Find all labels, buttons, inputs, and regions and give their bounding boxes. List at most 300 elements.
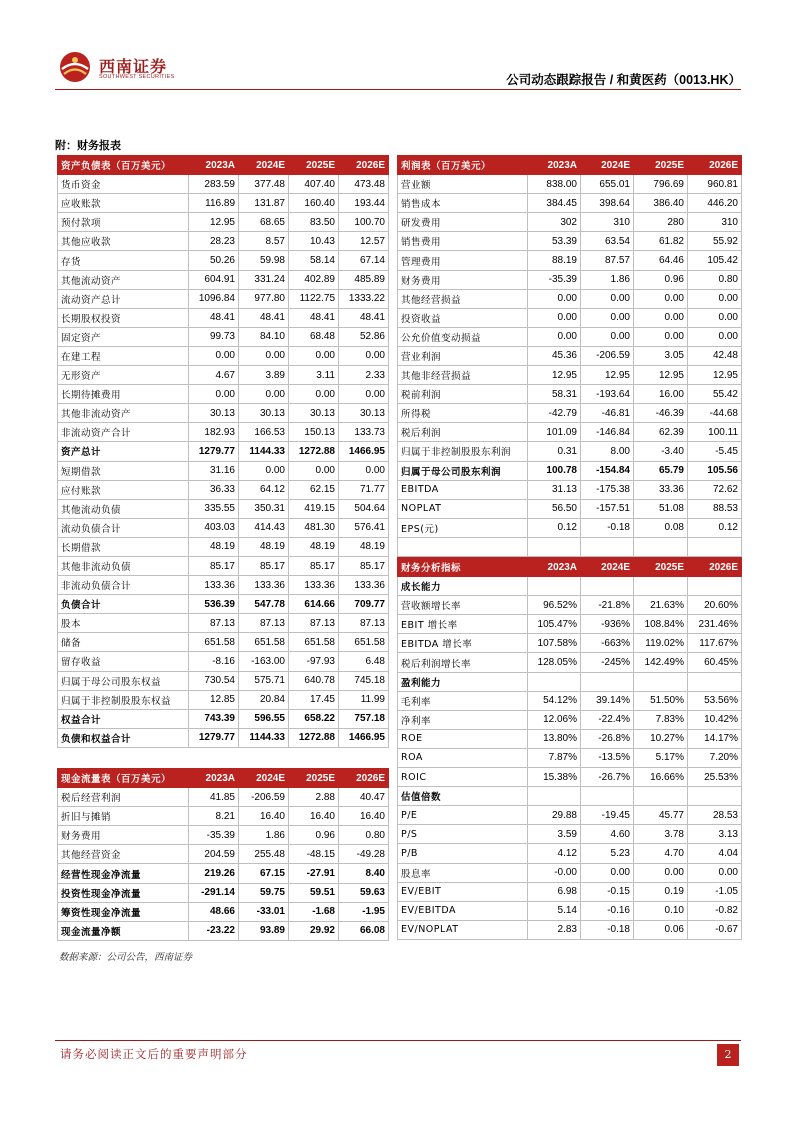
value-cell: 0.12 <box>688 518 742 537</box>
table-row <box>58 556 389 575</box>
table-row <box>58 652 389 671</box>
value-cell: 796.69 <box>634 175 688 194</box>
row-label: 留存收益 <box>58 652 189 671</box>
value-cell <box>581 787 634 806</box>
value-cell: 10.27% <box>634 729 688 748</box>
value-cell: 48.19 <box>189 537 239 556</box>
year-header-cell: 2023A <box>528 156 581 175</box>
value-cell: -26.8% <box>581 729 634 748</box>
value-cell: 283.59 <box>189 175 239 194</box>
value-cell: 16.66% <box>634 768 688 787</box>
value-cell: 100.11 <box>688 423 742 442</box>
value-cell: 2.83 <box>528 920 581 939</box>
value-cell: -5.45 <box>688 442 742 461</box>
value-cell: 60.45% <box>688 653 742 672</box>
table-row <box>58 690 389 709</box>
value-cell: 59.51 <box>289 883 339 902</box>
value-cell: 28.53 <box>688 806 742 825</box>
value-cell: 52.86 <box>339 327 389 346</box>
balance-sheet-table <box>57 155 389 748</box>
table-row <box>58 480 389 499</box>
value-cell: 407.40 <box>289 175 339 194</box>
value-cell: 182.93 <box>189 423 239 442</box>
table-row <box>398 691 742 710</box>
value-cell: 3.13 <box>688 825 742 844</box>
value-cell: 33.36 <box>634 480 688 499</box>
value-cell: 4.12 <box>528 844 581 863</box>
row-label: 投资性现金净流量 <box>58 883 189 902</box>
row-label: 其他非流动资产 <box>58 404 189 423</box>
value-cell: 350.31 <box>239 499 289 518</box>
table-row <box>398 634 742 653</box>
value-cell: 40.47 <box>339 788 389 807</box>
value-cell: 6.48 <box>339 652 389 671</box>
value-cell: 0.00 <box>634 289 688 308</box>
row-label: 折旧与摊销 <box>58 807 189 826</box>
value-cell: 0.00 <box>634 327 688 346</box>
value-cell: 614.66 <box>289 595 339 614</box>
year-header-cell: 2026E <box>339 769 389 788</box>
row-label: 资产总计 <box>58 442 189 461</box>
value-cell: 16.00 <box>634 385 688 404</box>
value-cell: 39.14% <box>581 691 634 710</box>
value-cell: -13.5% <box>581 748 634 767</box>
value-cell: -146.84 <box>581 423 634 442</box>
value-cell: 446.20 <box>688 194 742 213</box>
table-row <box>398 480 742 499</box>
value-cell: 116.89 <box>189 194 239 213</box>
row-label: 其他非流动负债 <box>58 556 189 575</box>
page-header <box>55 44 741 90</box>
row-label: 负债和权益合计 <box>58 728 189 747</box>
table-row <box>58 404 389 423</box>
value-cell: 1279.77 <box>189 728 239 747</box>
value-cell <box>634 787 688 806</box>
value-cell: 36.33 <box>189 480 239 499</box>
table-row <box>398 518 742 537</box>
value-cell: 3.59 <box>528 825 581 844</box>
value-cell: -27.91 <box>289 864 339 883</box>
table-row <box>398 346 742 365</box>
value-cell: 377.48 <box>239 175 289 194</box>
value-cell: 55.92 <box>688 232 742 251</box>
value-cell: 0.06 <box>634 920 688 939</box>
value-cell: 85.17 <box>239 556 289 575</box>
table-row <box>398 901 742 920</box>
value-cell: 30.13 <box>189 404 239 423</box>
row-label: P/S <box>398 825 528 844</box>
value-cell: 7.87% <box>528 748 581 767</box>
table-row <box>58 289 389 308</box>
value-cell: 48.19 <box>239 537 289 556</box>
value-cell: 0.00 <box>189 385 239 404</box>
value-cell: 5.14 <box>528 901 581 920</box>
data-source-note: 数据来源：公司公告，西南证券 <box>59 952 193 963</box>
value-cell: -3.40 <box>634 442 688 461</box>
company-logo <box>57 48 217 88</box>
value-cell: 5.17% <box>634 748 688 767</box>
value-cell: 133.73 <box>339 423 389 442</box>
value-cell: 0.00 <box>581 327 634 346</box>
value-cell: 30.13 <box>239 404 289 423</box>
value-cell: 384.45 <box>528 194 581 213</box>
value-cell: 12.57 <box>339 232 389 251</box>
report-title: 公司动态跟踪报告 / 和黄医药（0013.HK） <box>506 73 741 87</box>
value-cell: 331.24 <box>239 270 289 289</box>
value-cell: 28.23 <box>189 232 239 251</box>
table-row <box>398 423 742 442</box>
value-cell: -22.4% <box>581 710 634 729</box>
value-cell: 1333.22 <box>339 289 389 308</box>
table-row <box>58 537 389 556</box>
value-cell: 1.86 <box>581 270 634 289</box>
value-cell <box>688 577 742 596</box>
table-row <box>58 518 389 537</box>
table-row <box>398 461 742 480</box>
value-cell: 85.17 <box>289 556 339 575</box>
row-label: EBITDA 增长率 <box>398 634 528 653</box>
value-cell: 62.15 <box>289 480 339 499</box>
value-cell: 67.15 <box>239 864 289 883</box>
row-label: 在建工程 <box>58 346 189 365</box>
year-header-cell: 2025E <box>289 769 339 788</box>
logo-text-en: SOUTHWEST SECURITIES <box>99 74 175 80</box>
row-label: EBITDA <box>398 480 528 499</box>
row-label: 短期借款 <box>58 461 189 480</box>
value-cell: 50.26 <box>189 251 239 270</box>
value-cell: 8.21 <box>189 807 239 826</box>
blank-cell <box>688 537 742 556</box>
value-cell: 7.20% <box>688 748 742 767</box>
value-cell: 166.53 <box>239 423 289 442</box>
value-cell: -21.8% <box>581 596 634 615</box>
value-cell: -663% <box>581 634 634 653</box>
value-cell: -163.00 <box>239 652 289 671</box>
year-header-cell: 2024E <box>239 769 289 788</box>
row-label: 营收额增长率 <box>398 596 528 615</box>
row-label: 税后经营利润 <box>58 788 189 807</box>
value-cell: -1.68 <box>289 902 339 921</box>
table-row <box>398 615 742 634</box>
value-cell: 84.10 <box>239 327 289 346</box>
value-cell <box>528 787 581 806</box>
value-cell: 17.45 <box>289 690 339 709</box>
value-cell: 335.55 <box>189 499 239 518</box>
value-cell: 0.00 <box>688 863 742 882</box>
row-label: 非流动资产合计 <box>58 423 189 442</box>
value-cell: -0.67 <box>688 920 742 939</box>
value-cell: 658.22 <box>289 709 339 728</box>
logo-emblem-icon <box>57 50 93 84</box>
value-cell: 30.13 <box>339 404 389 423</box>
value-cell: 255.48 <box>239 845 289 864</box>
value-cell: 481.30 <box>289 518 339 537</box>
year-header-cell: 2024E <box>581 156 634 175</box>
value-cell: 1272.88 <box>289 728 339 747</box>
value-cell: 3.78 <box>634 825 688 844</box>
value-cell: 3.11 <box>289 366 339 385</box>
income-statement-table <box>397 155 742 557</box>
table-header-row <box>58 156 389 175</box>
value-cell: 0.00 <box>289 461 339 480</box>
value-cell: 838.00 <box>528 175 581 194</box>
table-row <box>58 461 389 480</box>
row-label: 存货 <box>58 251 189 270</box>
value-cell: 485.89 <box>339 270 389 289</box>
value-cell: 6.98 <box>528 882 581 901</box>
value-cell: -206.59 <box>581 346 634 365</box>
value-cell: 204.59 <box>189 845 239 864</box>
value-cell: 604.91 <box>189 270 239 289</box>
row-label: 估值倍数 <box>398 787 528 806</box>
row-label: 无形资产 <box>58 366 189 385</box>
value-cell: 745.18 <box>339 671 389 690</box>
value-cell: 131.87 <box>239 194 289 213</box>
value-cell: 85.17 <box>339 556 389 575</box>
table-row <box>58 423 389 442</box>
value-cell: 48.41 <box>339 308 389 327</box>
value-cell: 4.60 <box>581 825 634 844</box>
value-cell: 1466.95 <box>339 442 389 461</box>
table-row <box>58 807 389 826</box>
value-cell: 12.95 <box>634 366 688 385</box>
value-cell: 100.78 <box>528 461 581 480</box>
blank-cell <box>528 537 581 556</box>
year-header-cell: 2023A <box>189 769 239 788</box>
value-cell: 101.09 <box>528 423 581 442</box>
value-cell: 62.39 <box>634 423 688 442</box>
value-cell: 53.39 <box>528 232 581 251</box>
row-label: 税后利润 <box>398 423 528 442</box>
year-header-cell: 2023A <box>528 558 581 577</box>
year-header-cell: 2025E <box>634 558 688 577</box>
table-row <box>398 672 742 691</box>
table-row <box>398 270 742 289</box>
value-cell: 0.80 <box>339 826 389 845</box>
row-label: 归属于母公司股东利润 <box>398 461 528 480</box>
value-cell: 119.02% <box>634 634 688 653</box>
row-label: 成长能力 <box>398 577 528 596</box>
footer-disclaimer: 请务必阅读正文后的重要声明部分 <box>60 1047 248 1061</box>
value-cell: 31.13 <box>528 480 581 499</box>
table-title-cell: 资产负债表（百万美元） <box>58 156 189 175</box>
value-cell: 4.67 <box>189 366 239 385</box>
value-cell: 0.80 <box>688 270 742 289</box>
value-cell: 10.43 <box>289 232 339 251</box>
value-cell: 0.00 <box>289 346 339 365</box>
value-cell: 0.12 <box>528 518 581 537</box>
table-row <box>58 194 389 213</box>
year-header-cell: 2024E <box>239 156 289 175</box>
row-label: 其他流动负债 <box>58 499 189 518</box>
value-cell: 730.54 <box>189 671 239 690</box>
table-row <box>398 844 742 863</box>
value-cell: 0.00 <box>339 461 389 480</box>
value-cell: 536.39 <box>189 595 239 614</box>
row-label: 其他非经营损益 <box>398 366 528 385</box>
table-row <box>58 270 389 289</box>
row-label: 其他经营损益 <box>398 289 528 308</box>
value-cell: 504.64 <box>339 499 389 518</box>
row-label: EV/EBITDA <box>398 901 528 920</box>
value-cell: 0.19 <box>634 882 688 901</box>
value-cell: 160.40 <box>289 194 339 213</box>
value-cell: 48.41 <box>239 308 289 327</box>
value-cell: 85.17 <box>189 556 239 575</box>
table-row <box>398 806 742 825</box>
row-label: EBIT 增长率 <box>398 615 528 634</box>
value-cell: -0.16 <box>581 901 634 920</box>
table-row <box>398 194 742 213</box>
value-cell: -175.38 <box>581 480 634 499</box>
row-label: 非流动负债合计 <box>58 576 189 595</box>
table-row <box>398 596 742 615</box>
row-label: 财务费用 <box>398 270 528 289</box>
value-cell: 3.89 <box>239 366 289 385</box>
table-row <box>58 213 389 232</box>
table-row <box>58 614 389 633</box>
table-row <box>398 653 742 672</box>
value-cell: 302 <box>528 213 581 232</box>
value-cell: 0.00 <box>581 863 634 882</box>
row-label: 筹资性现金净流量 <box>58 902 189 921</box>
value-cell: 655.01 <box>581 175 634 194</box>
table-row <box>398 327 742 346</box>
value-cell: 0.00 <box>688 289 742 308</box>
row-label: 流动资产总计 <box>58 289 189 308</box>
value-cell: 45.36 <box>528 346 581 365</box>
value-cell: 16.40 <box>289 807 339 826</box>
value-cell: 977.80 <box>239 289 289 308</box>
value-cell: 105.42 <box>688 251 742 270</box>
value-cell: 71.77 <box>339 480 389 499</box>
table-row <box>398 729 742 748</box>
value-cell: -23.22 <box>189 921 239 940</box>
value-cell: 12.85 <box>189 690 239 709</box>
table-row <box>398 787 742 806</box>
value-cell: 61.82 <box>634 232 688 251</box>
row-label: 货币资金 <box>58 175 189 194</box>
value-cell: 29.92 <box>289 921 339 940</box>
row-label: P/B <box>398 844 528 863</box>
value-cell: 87.57 <box>581 251 634 270</box>
table-row <box>58 251 389 270</box>
value-cell: 30.13 <box>289 404 339 423</box>
row-label: ROE <box>398 729 528 748</box>
value-cell: -0.15 <box>581 882 634 901</box>
table-row <box>58 442 389 461</box>
row-label: 营业利润 <box>398 346 528 365</box>
value-cell: -0.82 <box>688 901 742 920</box>
value-cell: 1.86 <box>239 826 289 845</box>
year-header-cell: 2024E <box>581 558 634 577</box>
table-row <box>398 710 742 729</box>
value-cell: 0.00 <box>239 461 289 480</box>
value-cell: 386.40 <box>634 194 688 213</box>
value-cell: 743.39 <box>189 709 239 728</box>
table-row <box>398 251 742 270</box>
row-label: 归属于母公司股东权益 <box>58 671 189 690</box>
value-cell: 15.38% <box>528 768 581 787</box>
value-cell <box>634 577 688 596</box>
value-cell: 0.00 <box>339 346 389 365</box>
value-cell: 41.85 <box>189 788 239 807</box>
value-cell: 48.41 <box>289 308 339 327</box>
value-cell: 58.14 <box>289 251 339 270</box>
value-cell: 0.00 <box>581 308 634 327</box>
row-label: 归属于非控制股股东权益 <box>58 690 189 709</box>
value-cell: 87.13 <box>189 614 239 633</box>
value-cell: 13.80% <box>528 729 581 748</box>
year-header-cell: 2026E <box>339 156 389 175</box>
table-row <box>398 748 742 767</box>
value-cell: 11.99 <box>339 690 389 709</box>
value-cell: 8.57 <box>239 232 289 251</box>
table-row <box>58 366 389 385</box>
table-header-row <box>398 558 742 577</box>
row-label: 权益合计 <box>58 709 189 728</box>
row-label: 公允价值变动损益 <box>398 327 528 346</box>
row-label: 股息率 <box>398 863 528 882</box>
table-row <box>58 671 389 690</box>
value-cell: 0.00 <box>634 863 688 882</box>
value-cell: -206.59 <box>239 788 289 807</box>
section-label: 附：财务报表 <box>55 140 121 152</box>
value-cell: 398.64 <box>581 194 634 213</box>
value-cell: 133.36 <box>289 576 339 595</box>
row-label: ROA <box>398 748 528 767</box>
value-cell: 414.43 <box>239 518 289 537</box>
table-row <box>58 308 389 327</box>
row-label: 盈利能力 <box>398 672 528 691</box>
row-label: 固定资产 <box>58 327 189 346</box>
row-label: ROIC <box>398 768 528 787</box>
value-cell: 12.95 <box>528 366 581 385</box>
table-row <box>58 595 389 614</box>
value-cell: 310 <box>688 213 742 232</box>
year-header-cell: 2026E <box>688 558 742 577</box>
row-label: 销售成本 <box>398 194 528 213</box>
value-cell: 72.62 <box>688 480 742 499</box>
table-row <box>398 213 742 232</box>
value-cell: 105.47% <box>528 615 581 634</box>
row-label: 其他经营资金 <box>58 845 189 864</box>
value-cell: 128.05% <box>528 653 581 672</box>
value-cell: 87.13 <box>239 614 289 633</box>
row-label: 储备 <box>58 633 189 652</box>
table-title-cell: 利润表（百万美元） <box>398 156 528 175</box>
table-row <box>58 232 389 251</box>
year-header-cell: 2023A <box>189 156 239 175</box>
value-cell: 0.00 <box>528 289 581 308</box>
value-cell: 48.19 <box>289 537 339 556</box>
value-cell: 100.70 <box>339 213 389 232</box>
table-row <box>58 728 389 747</box>
financial-ratios-table <box>397 557 742 940</box>
table-title-cell: 现金流量表（百万美元） <box>58 769 189 788</box>
value-cell: 59.75 <box>239 883 289 902</box>
row-label: 毛利率 <box>398 691 528 710</box>
row-label: 营业额 <box>398 175 528 194</box>
value-cell: 88.19 <box>528 251 581 270</box>
value-cell: -154.84 <box>581 461 634 480</box>
row-label: 长期待摊费用 <box>58 385 189 404</box>
value-cell: 0.96 <box>289 826 339 845</box>
value-cell: -0.18 <box>581 518 634 537</box>
value-cell: -49.28 <box>339 845 389 864</box>
row-label: 长期借款 <box>58 537 189 556</box>
table-row <box>398 863 742 882</box>
